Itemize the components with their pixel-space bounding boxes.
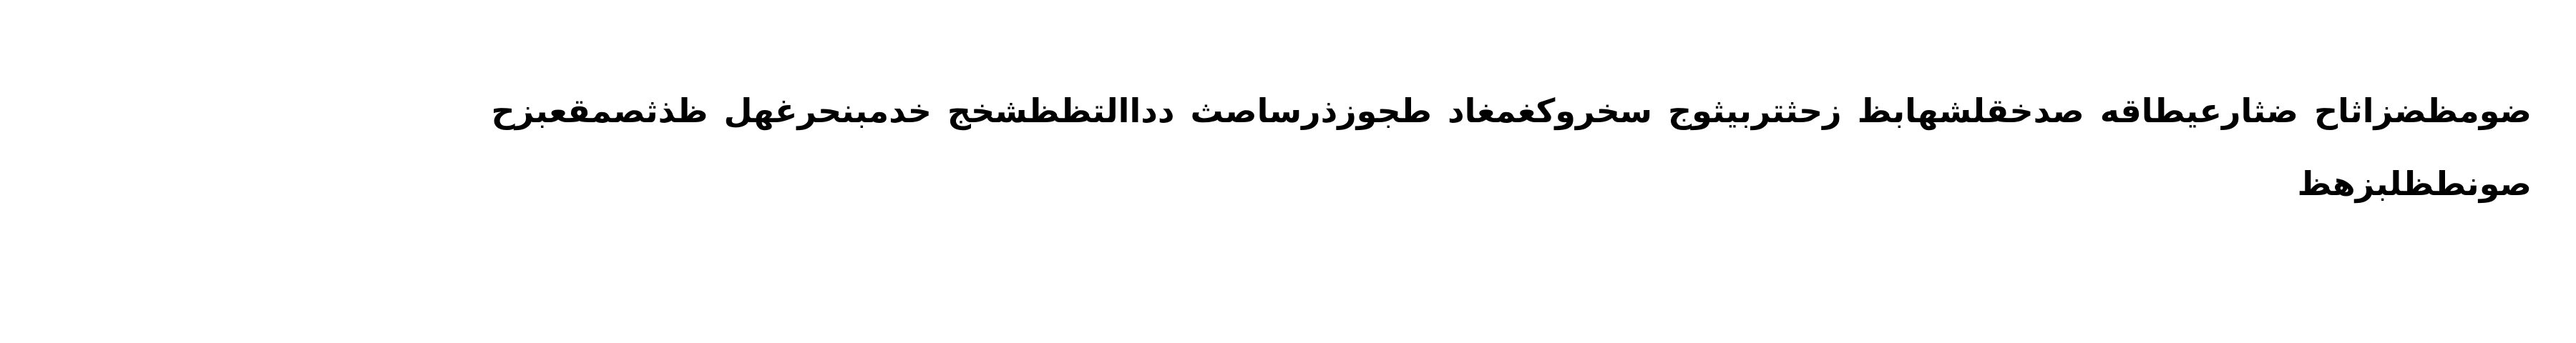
text-line-2: صونطظلبزهظ (2297, 164, 2532, 203)
text-line-1: ضومظضزاثاح ضثارعيطاقه صدخقلشهابظ زحثتربيثوج سخروكغمغاد طجوزذرساصث دداالتظظشخج خدمبنحرغهل ظذثصمقعبزح (491, 91, 2532, 130)
paragraph (84, 74, 2532, 220)
